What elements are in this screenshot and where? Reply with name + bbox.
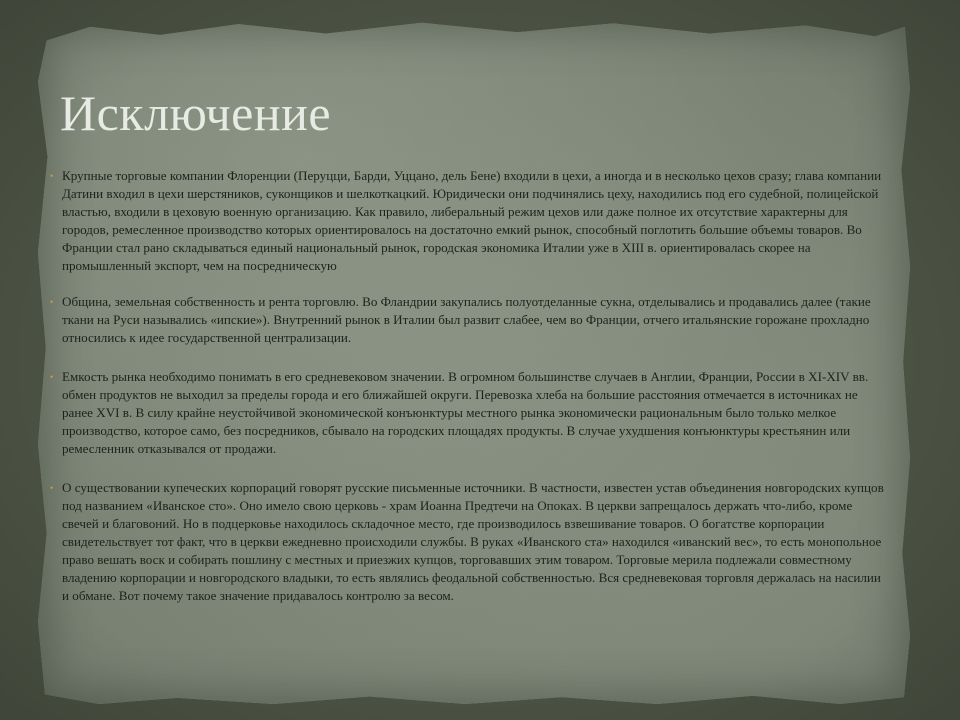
bullet-text: О существовании купеческих корпораций говорят русские письменные источники. В частности, известен устав объединения новгородских купцов под названием «Иванское сто». Оно имело свою церковь - храм Иоанна Предтечи на Опоках. В церкви запрещалось держать что-либо, кроме свечей и благовоний. Но в подцерковье находилось складочное место, где производилось взвешивание товаров. О богатстве корпорации свидетельствует тот факт, что в церкви ежедневно происходили службы. В руках «Иванского ста» находился «иванский вес», то есть монопольное право вешать воск и собирать пошлину с местных и приезжих купцов, торговавших этим товаром. Торговые мерила подлежали совместному владению корпорации и новгородского владыки, то есть являлись феодальной собственностью. Вся средневековая торговля держалась на насилии и обмане. Вот почему такое значение придавалось контролю за весом.: [62, 480, 884, 603]
bullet-item: [50, 368, 890, 458]
bullet-list: [50, 167, 890, 623]
bullet-marker-icon: •: [50, 372, 54, 382]
bullet-text: Община, земельная собственность и рента торговлю. Во Фландрии закупались полуотделанные сукна, отделывались и продавались далее (такие ткани на Руси назывались «ипские»). Внутренний рынок в Италии был развит слабее, чем во Франции, отчего итальянские горожане прохладно относились к идее государственной централизации.: [62, 294, 871, 345]
bullet-marker-icon: •: [50, 171, 54, 181]
bullet-text: Емкость рынка необходимо понимать в его средневековом значении. В огромном большинстве случаев в Англии, Франции, России в XI-XIV вв. обмен продуктов не выходил за пределы города и его ближайшей округи. Перевозка хлеба на большие расстояния отмечается в источниках не ранее XVI в. В силу крайне неустойчивой экономической конъюнктуры местного рынка экономически рациональным было только мелкое производство, которое само, без посредников, сбывало на городских площадях продукты. В случае ухудшения конъюнктуры крестьянин или ремесленник отказывался от продажи.: [62, 369, 869, 456]
slide-title: Исключение: [60, 85, 332, 141]
slide-content: [38, 20, 910, 704]
bullet-marker-icon: •: [50, 297, 54, 307]
bullet-item: [50, 167, 890, 275]
bullet-item: [50, 479, 890, 605]
bullet-text: Крупные торговые компании Флоренции (Перуцци, Барди, Уццано, дель Бене) входили в цехи, а иногда и в несколько цехов сразу; глава компании Датини входил в цехи шерстяников, суконщиков и шелкоткацкий. Юридически они подчинялись цеху, находились под его судебной, полицейской властью, входили в цеховую военную организацию. Как правило, либеральный режим цехов или даже полное их отсутствие характерны для городов, ремесленное производство которых ориентировалось на достаточно емкий рынок, способный поглотить большие объемы товаров. Во Франции стал рано складываться единый национальный рынок, городская экономика Италии уже в XIII в. ориентировалась скорее на промышленный экспорт, чем на посредническую: [62, 168, 882, 273]
bullet-item: [50, 293, 890, 347]
bullet-marker-icon: •: [50, 483, 54, 493]
